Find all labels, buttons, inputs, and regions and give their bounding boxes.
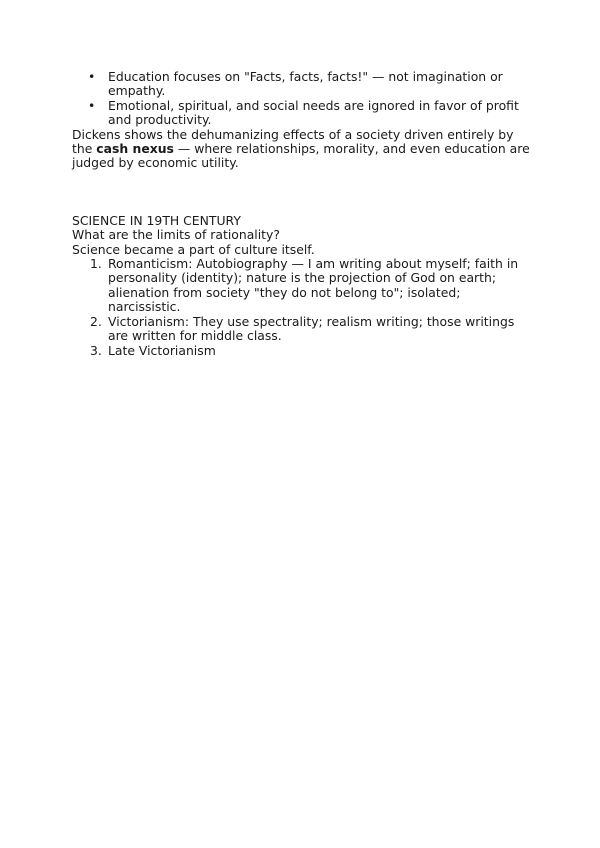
list-item-text: Education focuses on "Facts, facts, facts!" — not imagination or empathy. — [108, 69, 503, 99]
bullet-list — [72, 70, 532, 128]
paragraph-text: — where relationships, morality, and even education are judged by economic utility. — [72, 141, 530, 171]
list-item — [72, 257, 532, 315]
cash-nexus-term: cash nexus — [96, 141, 174, 157]
document-page — [72, 70, 532, 358]
list-item — [72, 315, 532, 344]
list-item-text: Emotional, spiritual, and social needs are ignored in favor of profit and productivity. — [108, 97, 519, 128]
list-item-text: Late Victorianism — [108, 342, 216, 358]
list-item-text: Victorianism: They use spectrality; realism writing; those writings are written for middle class. — [108, 313, 515, 344]
section-heading: SCIENCE IN 19TH CENTURY — [72, 212, 241, 228]
section-question: What are the limits of rationality? — [72, 227, 280, 243]
paragraph-text: Dickens shows the dehumanizing effects of a society driven entirely by the — [72, 126, 514, 157]
list-item — [72, 99, 532, 128]
list-marker: 3. — [90, 342, 102, 358]
section-statement: Science became a part of culture itself. — [72, 241, 315, 257]
numbered-list — [72, 257, 532, 358]
spacer — [72, 171, 532, 214]
list-marker: 1. — [90, 256, 102, 272]
list-item — [72, 344, 532, 358]
bullet-icon: • — [88, 97, 96, 113]
list-item-text: Romanticism: Autobiography — I am writing about myself; faith in personality (identity); nature is the projection of God on earth; alienation from society "they do not belong to"; isolated; narcissistic. — [108, 256, 519, 315]
list-marker: 2. — [90, 313, 102, 329]
dickens-paragraph — [72, 128, 532, 171]
bullet-icon: • — [88, 69, 96, 84]
list-item — [72, 70, 532, 99]
